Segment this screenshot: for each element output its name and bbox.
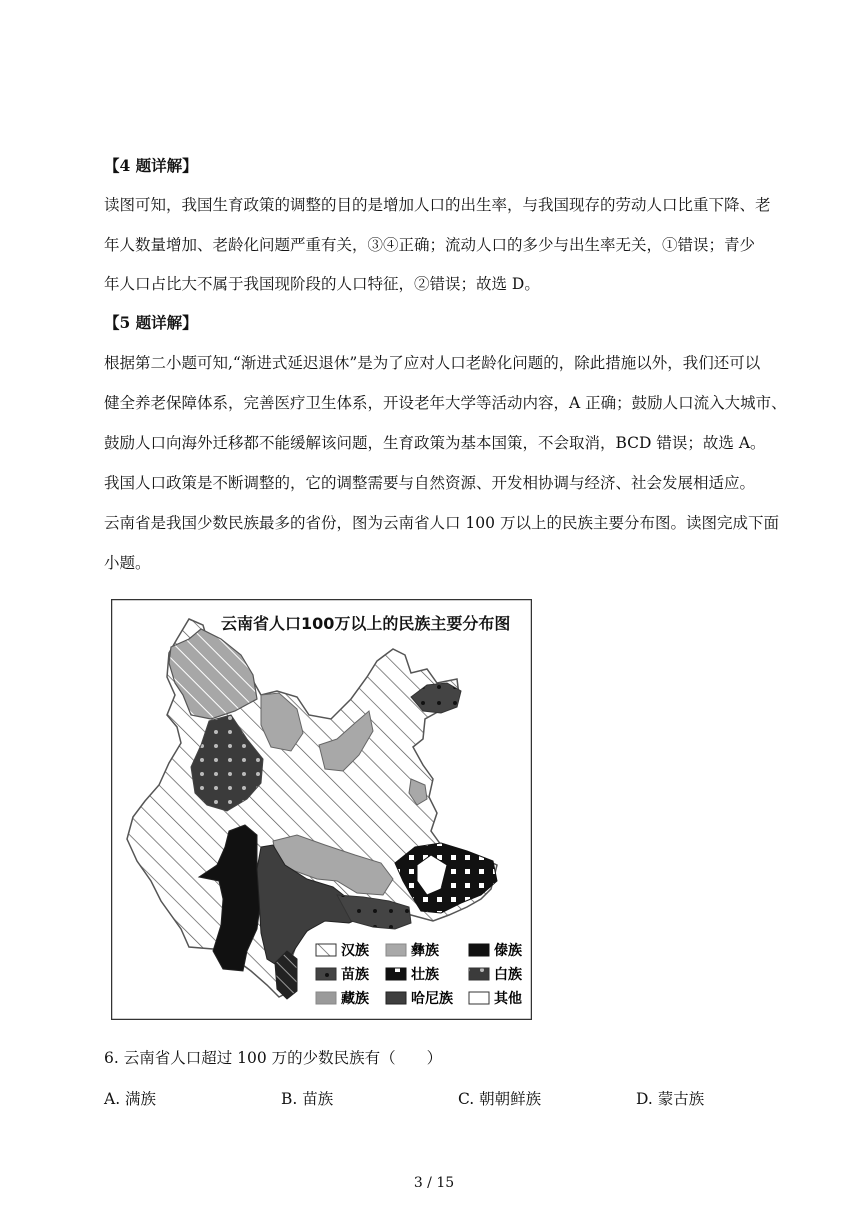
intro-line: 小题。 [104,554,151,572]
svg-text:藏族: 藏族 [341,991,369,1007]
legend-item-other [469,990,522,1007]
svg-text:白族: 白族 [494,967,522,983]
intro-line: 云南省是我国少数民族最多的省份，图为云南省人口 100 万以上的民族主要分布图。读图完成下面 [104,514,779,532]
svg-text:苗族: 苗族 [341,967,369,983]
svg-text:其他: 其他 [494,991,522,1007]
svg-text:傣族: 傣族 [494,943,522,959]
question-6: 6. 云南省人口超过 100 万的少数民族有（ ） [104,1049,443,1067]
svg-text:哈尼族: 哈尼族 [411,991,453,1007]
paragraph-line: 读图可知，我国生育政策的调整的目的是增加人口的出生率，与我国现存的劳动人口比重下降、老 [104,196,771,214]
svg-text:汉族: 汉族 [341,943,369,959]
page-number: 3 / 15 [413,1175,455,1191]
ethnic-distribution-map [111,599,532,1020]
section-heading-4: 【4 题详解】 [104,156,198,175]
paragraph-line: 年人口占比大不属于我国现阶段的人口特征，②错误；故选 D。 [104,275,540,293]
legend-item-bai [469,966,522,983]
legend-item-yi [386,942,439,959]
paragraph-line: 我国人口政策是不断调整的，它的调整需要与自然资源、开发相协调与经济、社会发展相适应。 [104,474,756,492]
svg-text:彝族: 彝族 [411,943,439,959]
option-a[interactable]: A. 满族 [104,1090,157,1108]
map-title: 云南省人口100万以上的民族主要分布图 [221,614,511,633]
legend-item-hani [386,990,453,1007]
legend-item-zhuang [386,966,439,983]
legend-item-han [316,942,369,959]
svg-text:壮族: 壮族 [411,967,439,983]
legend-item-dai [469,942,522,959]
paragraph-line: 年人数量增加、老龄化问题严重有关，③④正确；流动人口的多少与出生率无关，①错误；青少 [104,236,756,254]
section-heading-5: 【5 题详解】 [104,313,198,332]
option-c[interactable]: C. 朝朝鲜族 [458,1090,542,1108]
paragraph-line: 鼓励人口向海外迁移都不能缓解该问题，生育政策为基本国策，不会取消，BCD 错误；故选 A。 [104,434,766,452]
legend-item-zang [316,990,369,1007]
option-d[interactable]: D. 蒙古族 [636,1090,705,1108]
paragraph-line: 健全养老保障体系，完善医疗卫生体系，开设老年大学等活动内容，A 正确；鼓励人口流入大城市、 [104,394,787,412]
option-b[interactable]: B. 苗族 [281,1090,334,1108]
paragraph-line: 根据第二小题可知,“渐进式延迟退休”是为了应对人口老龄化问题的，除此措施以外，我们还可以 [104,354,761,372]
legend-item-miao [316,966,369,983]
